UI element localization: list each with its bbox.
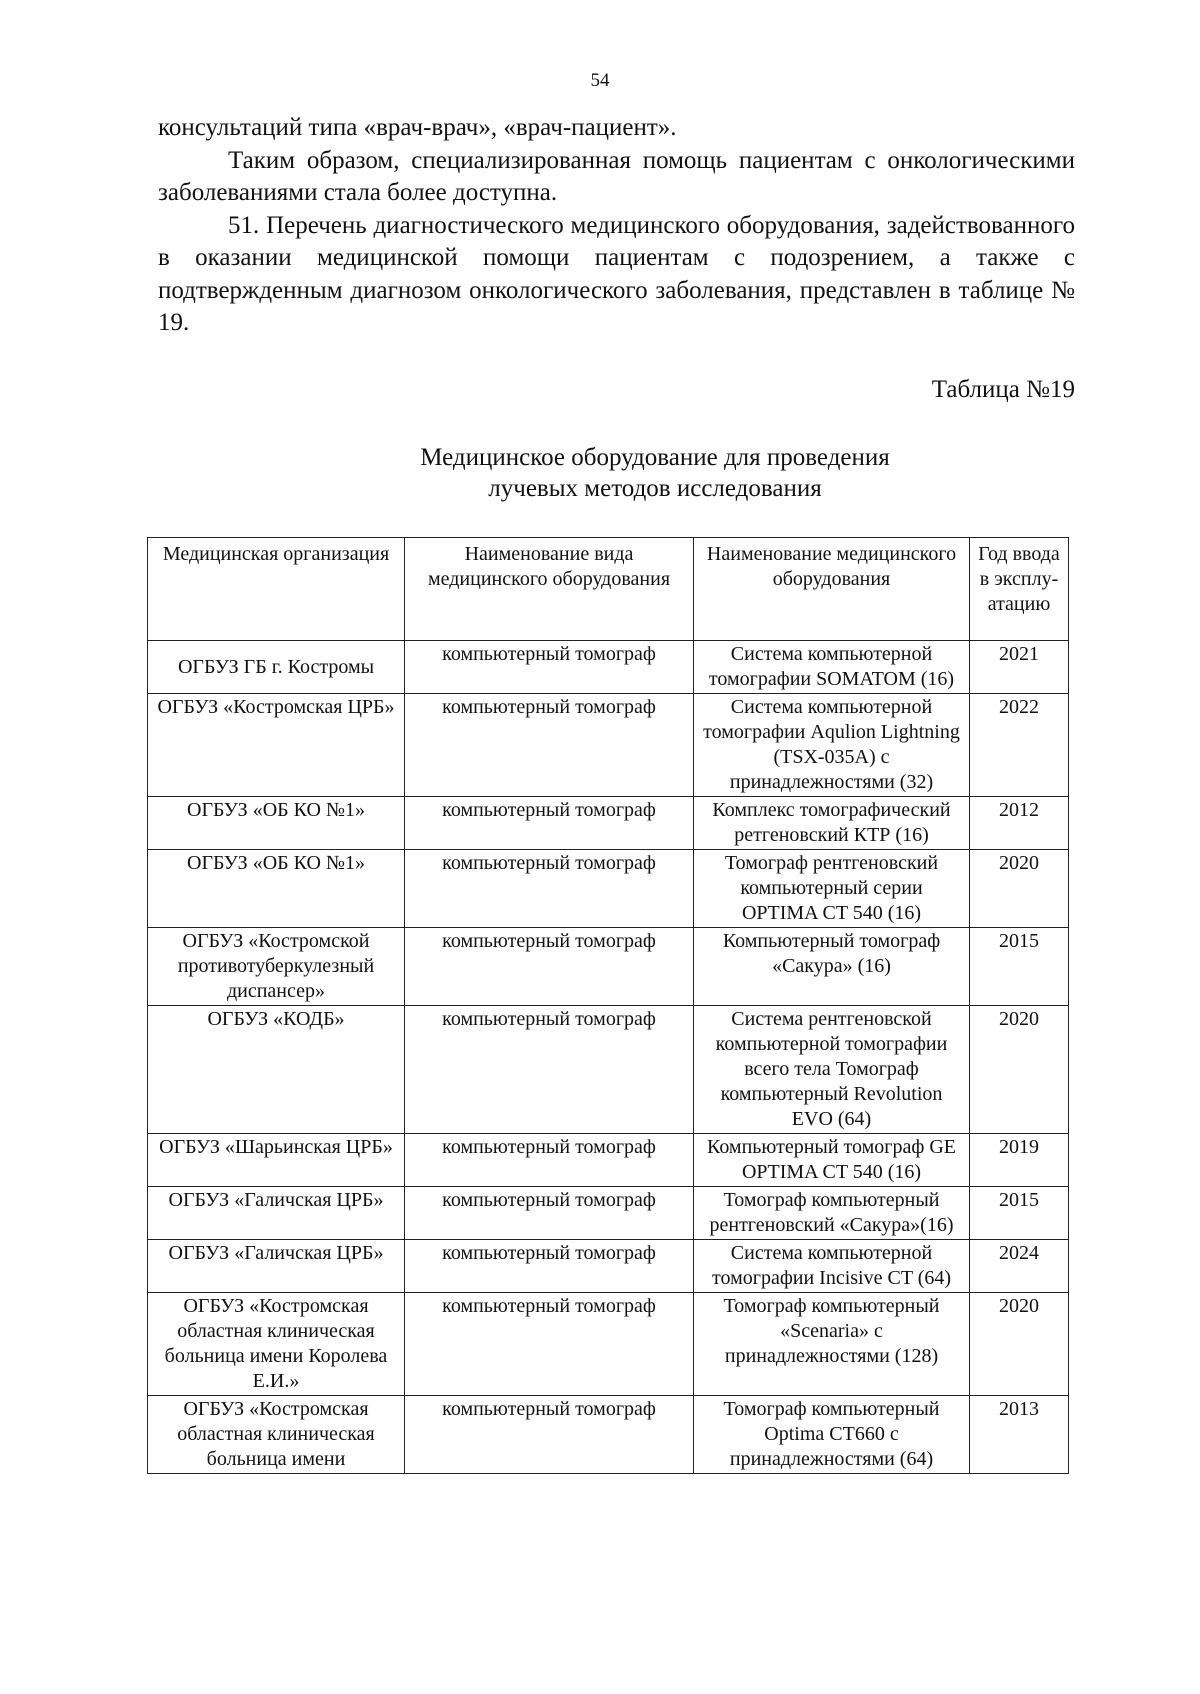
cell-year: 2013 — [970, 1396, 1069, 1474]
cell-equipment-name: Комплекс томографический ретгеновский КТР (16) — [694, 797, 970, 850]
table-title — [0, 442, 1200, 504]
table-row — [148, 1240, 1069, 1293]
cell-equipment-type: компьютерный томограф — [405, 641, 694, 694]
cell-year: 2019 — [970, 1134, 1069, 1187]
table-title-line-2: лучевых методов исследования — [488, 475, 822, 502]
paragraph-continuation: консультаций типа «врач-врач», «врач-пациент». — [158, 114, 677, 141]
cell-equipment-name: Система компьютерной томографии Aqulion Lightning (TSX-035A) с принадлежностями (32) — [694, 694, 970, 797]
cell-equipment-name: Компьютерный томограф «Сакура» (16) — [694, 928, 970, 1006]
table-row — [148, 641, 1069, 694]
cell-equipment-type: компьютерный томограф — [405, 850, 694, 928]
cell-year: 2024 — [970, 1240, 1069, 1293]
table-header-row — [148, 538, 1069, 641]
table-row — [148, 928, 1069, 1006]
header-equipment-name: Наименование медицинского оборудования — [694, 538, 970, 641]
header-organization: Медицинская организация — [148, 538, 405, 641]
body-text — [158, 112, 1075, 340]
cell-equipment-type: компьютерный томограф — [405, 1006, 694, 1134]
paragraph-51: 51. Перечень диагностического медицинского оборудования, задействованного в оказании медицинской помощи пациентам с подозрением, а также с подтвержденным диагнозом онкологического заболевания, представлен в таблице № 19. — [158, 211, 1075, 336]
cell-equipment-name: Томограф компьютерный рентгеновский «Сакура»(16) — [694, 1187, 970, 1240]
cell-equipment-name: Система компьютерной томографии Incisive CT (64) — [694, 1240, 970, 1293]
paragraph-summary: Таким образом, специализированная помощь пациентам с онкологическими заболеваниями стала более доступна. — [158, 146, 1075, 206]
cell-equipment-name: Компьютерный томограф GE OPTIMA CT 540 (16) — [694, 1134, 970, 1187]
cell-equipment-name: Томограф рентгеновский компьютерный серии OPTIMA CT 540 (16) — [694, 850, 970, 928]
table-row — [148, 1187, 1069, 1240]
cell-equipment-type: компьютерный томограф — [405, 1240, 694, 1293]
cell-organization: ОГБУЗ «Костромской противотуберкулезный диспансер» — [148, 928, 405, 1006]
table-row — [148, 1396, 1069, 1474]
table-row — [148, 1134, 1069, 1187]
cell-year: 2022 — [970, 694, 1069, 797]
table-number: Таблица №19 — [931, 376, 1075, 403]
cell-equipment-type: компьютерный томограф — [405, 797, 694, 850]
table-row — [148, 797, 1069, 850]
cell-year: 2015 — [970, 1187, 1069, 1240]
cell-organization: ОГБУЗ «Костромская областная клиническая больница имени Королева Е.И.» — [148, 1293, 405, 1396]
header-year: Год ввода в эксплу-атацию — [970, 538, 1069, 641]
cell-year: 2021 — [970, 641, 1069, 694]
cell-equipment-type: компьютерный томограф — [405, 1187, 694, 1240]
cell-equipment-name: Томограф компьютерный «Scenaria» с принадлежностями (128) — [694, 1293, 970, 1396]
cell-organization: ОГБУЗ «Галичская ЦРБ» — [148, 1187, 405, 1240]
cell-equipment-type: компьютерный томограф — [405, 694, 694, 797]
cell-organization: ОГБУЗ «Шарьинская ЦРБ» — [148, 1134, 405, 1187]
equipment-table — [147, 537, 1069, 1474]
cell-year: 2020 — [970, 1293, 1069, 1396]
table-row — [148, 694, 1069, 797]
cell-organization: ОГБУЗ «ОБ КО №1» — [148, 797, 405, 850]
cell-organization: ОГБУЗ «Костромская ЦРБ» — [148, 694, 405, 797]
cell-organization: ОГБУЗ «КОДБ» — [148, 1006, 405, 1134]
table-row — [148, 850, 1069, 928]
table-row — [148, 1006, 1069, 1134]
cell-year: 2020 — [970, 850, 1069, 928]
cell-organization: ОГБУЗ «ОБ КО №1» — [148, 850, 405, 928]
header-equipment-type: Наименование вида медицинского оборудования — [405, 538, 694, 641]
cell-equipment-name: Система рентгеновской компьютерной томографии всего тела Томограф компьютерный Revolution EVO (64) — [694, 1006, 970, 1134]
cell-equipment-type: компьютерный томограф — [405, 1134, 694, 1187]
cell-equipment-name: Система компьютерной томографии SOMATOM (16) — [694, 641, 970, 694]
cell-organization: ОГБУЗ «Галичская ЦРБ» — [148, 1240, 405, 1293]
cell-organization: ОГБУЗ ГБ г. Костромы — [148, 641, 405, 694]
cell-year: 2012 — [970, 797, 1069, 850]
cell-year: 2020 — [970, 1006, 1069, 1134]
cell-equipment-type: компьютерный томограф — [405, 928, 694, 1006]
page-number: 54 — [590, 70, 610, 91]
table-title-line-1: Медицинское оборудование для проведения — [420, 444, 890, 471]
cell-equipment-type: компьютерный томограф — [405, 1293, 694, 1396]
cell-equipment-name: Томограф компьютерный Optima CT660 с принадлежностями (64) — [694, 1396, 970, 1474]
cell-organization: ОГБУЗ «Костромская областная клиническая больница имени — [148, 1396, 405, 1474]
cell-year: 2015 — [970, 928, 1069, 1006]
cell-equipment-type: компьютерный томограф — [405, 1396, 694, 1474]
table-row — [148, 1293, 1069, 1396]
